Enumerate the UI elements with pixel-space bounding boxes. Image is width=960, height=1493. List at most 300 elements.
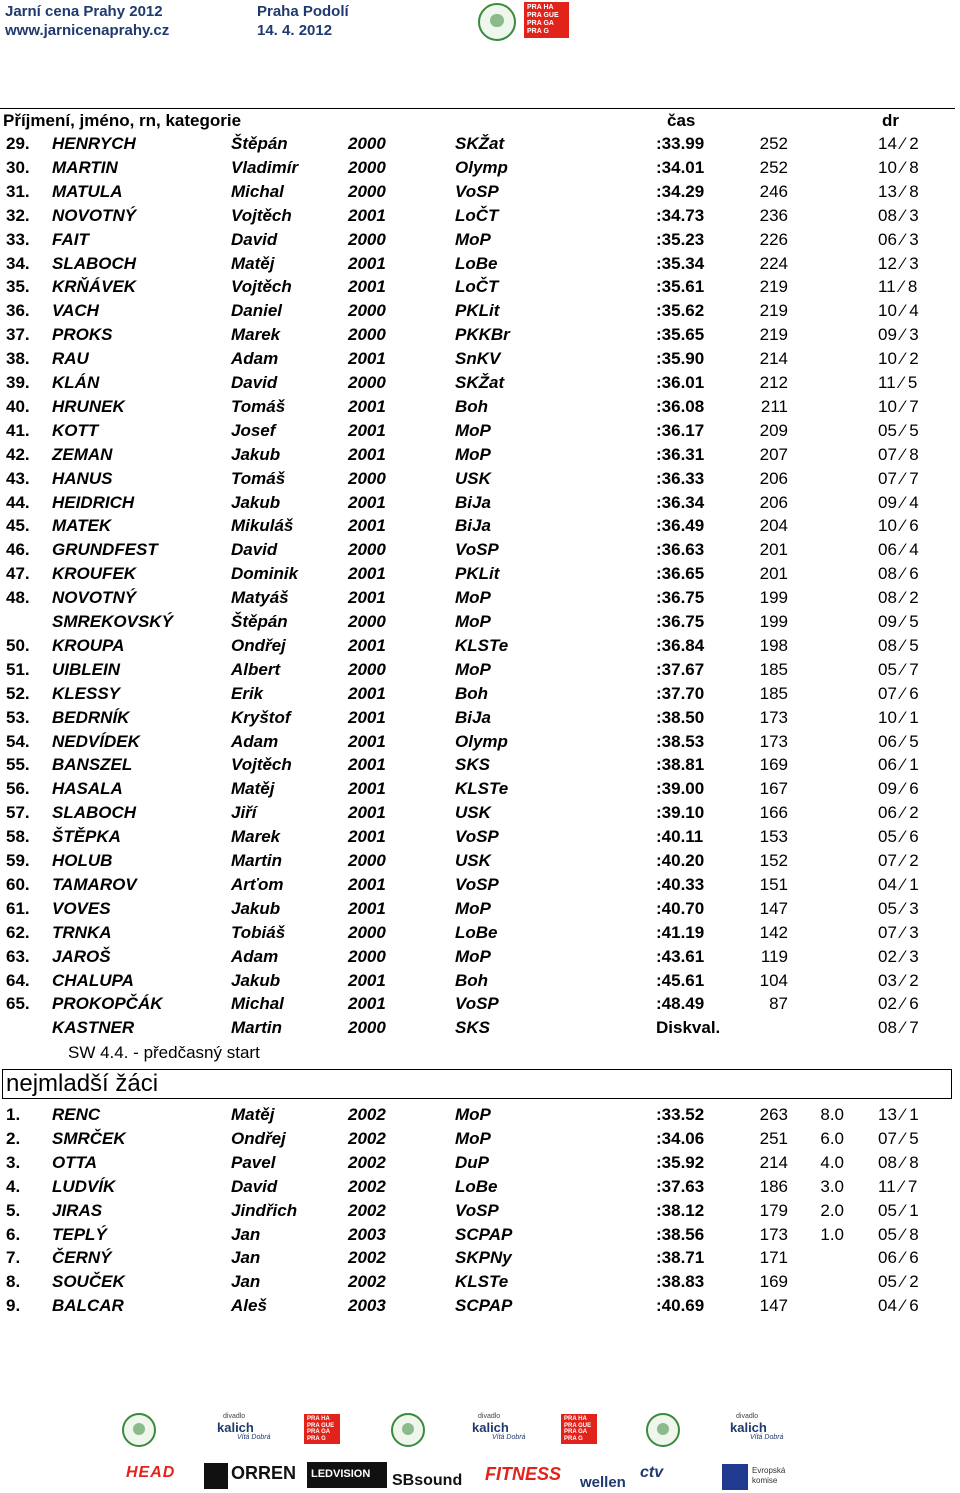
dr-cell: 10 ⁄ 8: [878, 157, 919, 177]
time-cell: :38.53: [656, 731, 705, 751]
surname-cell: SLABOCH: [52, 253, 137, 273]
surname-cell: JAROŠ: [52, 946, 111, 966]
dr-cell: 13 ⁄ 1: [878, 1105, 919, 1124]
club-cell: PKLit: [455, 301, 500, 321]
score-cell: 8.0: [820, 1105, 844, 1124]
dr-cell: 05 ⁄ 6: [878, 827, 919, 847]
points-cell: 186: [759, 1176, 788, 1196]
points-cell: 252: [759, 134, 788, 153]
col-dr: dr: [882, 111, 899, 130]
dr-cell: 06 ⁄ 5: [878, 731, 919, 751]
club-cell: VoSP: [455, 540, 499, 560]
points-cell: 212: [759, 373, 788, 392]
points-cell: 206: [759, 492, 788, 512]
first-name-cell: Vojtěch: [231, 755, 292, 775]
time-cell: :33.52: [656, 1105, 705, 1124]
rank-cell: 63.: [6, 946, 30, 966]
dr-cell: 13 ⁄ 8: [878, 181, 919, 201]
time-cell: :36.84: [656, 635, 705, 655]
time-cell: :38.56: [656, 1224, 705, 1244]
head-logo: HEAD: [126, 1464, 176, 1481]
surname-cell: KRŇÁVEK: [52, 277, 137, 297]
birth-year-cell: 2001: [348, 444, 386, 464]
surname-cell: FAIT: [52, 229, 89, 249]
points-cell: 246: [759, 181, 788, 201]
dr-cell: 05 ⁄ 5: [878, 420, 919, 440]
first-name-cell: Josef: [231, 420, 276, 440]
dr-cell: 05 ⁄ 7: [878, 659, 919, 679]
time-cell: :39.00: [656, 779, 705, 799]
table-row: [0, 826, 958, 850]
birth-year-cell: 2000: [348, 540, 386, 560]
points-cell: 119: [760, 946, 788, 966]
first-name-cell: David: [231, 540, 278, 560]
fitness-shop-logo: FITNESS: [485, 1464, 562, 1484]
points-cell: 151: [759, 874, 788, 894]
table-row: [0, 372, 958, 396]
time-cell: :40.69: [656, 1296, 705, 1316]
birth-year-cell: 2001: [348, 492, 386, 512]
time-cell: :38.83: [656, 1272, 705, 1292]
club-cell: LoBe: [455, 1176, 498, 1196]
club-cell: Olymp: [455, 157, 508, 177]
birth-year-cell: 2000: [348, 134, 386, 153]
birth-year-cell: 2001: [348, 755, 386, 775]
points-cell: 173: [759, 707, 788, 727]
praha-logo: PRA HA PRA GUE PRA GA PRA G: [561, 1414, 597, 1444]
surname-cell: HEIDRICH: [52, 492, 135, 512]
praha-logo: PRA HA PRA GUE PRA GA PRA G: [524, 2, 569, 38]
surname-cell: NEDVÍDEK: [52, 731, 140, 751]
time-cell: :35.34: [656, 253, 705, 273]
table-row: [0, 492, 958, 516]
club-cell: USK: [455, 851, 491, 870]
time-cell: :38.71: [656, 1248, 705, 1268]
dr-cell: 06 ⁄ 1: [878, 755, 919, 775]
dr-cell: 07 ⁄ 8: [878, 444, 919, 464]
first-name-cell: Jiří: [231, 803, 257, 823]
first-name-cell: Mikuláš: [231, 516, 294, 536]
first-name-cell: Erik: [231, 683, 264, 703]
dr-cell: 08 ⁄ 7: [878, 1018, 919, 1038]
points-cell: 199: [759, 588, 788, 608]
surname-cell: SLABOCH: [52, 803, 137, 823]
points-cell: 219: [759, 301, 788, 321]
table-row: [0, 396, 958, 420]
wellen-logo: wellen: [580, 1474, 626, 1491]
club-cell: SCPAP: [455, 1296, 513, 1316]
birth-year-cell: 2000: [348, 468, 386, 488]
rank-cell: 7.: [6, 1248, 21, 1268]
first-name-cell: David: [231, 1176, 278, 1196]
rank-cell: 46.: [6, 540, 30, 560]
first-name-cell: Arťom: [231, 874, 284, 894]
first-name-cell: Aleš: [231, 1296, 267, 1316]
rank-cell: 3.: [6, 1152, 21, 1172]
rank-cell: 50.: [6, 635, 30, 655]
dr-cell: 09 ⁄ 5: [878, 612, 919, 631]
points-cell: 206: [759, 468, 788, 488]
first-name-cell: Matěj: [231, 1105, 275, 1124]
first-name-cell: David: [231, 229, 278, 249]
first-name-cell: Albert: [231, 659, 281, 679]
dr-cell: 08 ⁄ 6: [878, 564, 919, 584]
rank-cell: 40.: [6, 396, 30, 416]
time-cell: :37.67: [656, 659, 705, 679]
points-cell: 252: [759, 157, 788, 177]
time-cell: :36.49: [656, 516, 705, 536]
first-name-cell: Jan: [231, 1224, 261, 1244]
time-cell: :34.73: [656, 205, 705, 225]
points-cell: 219: [759, 325, 788, 345]
col-time: čas: [667, 111, 696, 130]
birth-year-cell: 2002: [348, 1200, 386, 1220]
first-name-cell: Ondřej: [231, 635, 286, 655]
club-cell: MoP: [455, 420, 491, 440]
surname-cell: TRNKA: [52, 922, 112, 942]
time-cell: :40.33: [656, 874, 705, 894]
club-cell: SKS: [455, 755, 490, 775]
first-name-cell: Jakub: [231, 898, 281, 918]
surname-cell: HANUS: [52, 468, 113, 488]
points-cell: 263: [759, 1105, 788, 1124]
points-cell: 198: [759, 635, 788, 655]
points-cell: 199: [759, 612, 788, 631]
surname-cell: TAMAROV: [52, 874, 137, 894]
club-cell: LoBe: [455, 253, 498, 273]
swim-club-logo: [122, 1413, 156, 1447]
rank-cell: 47.: [6, 564, 30, 584]
score-cell: 1.0: [820, 1224, 844, 1244]
rank-cell: 62.: [6, 922, 30, 942]
surname-cell: BALCAR: [52, 1296, 124, 1316]
time-cell: :36.65: [656, 564, 705, 584]
time-cell: :35.90: [656, 349, 705, 369]
birth-year-cell: 2002: [348, 1152, 386, 1172]
first-name-cell: Kryštof: [231, 707, 291, 727]
table-row: [0, 324, 958, 348]
time-cell: :35.62: [656, 301, 705, 321]
dr-cell: 02 ⁄ 3: [878, 946, 919, 966]
dr-cell: 14 ⁄ 2: [878, 134, 919, 153]
surname-cell: KOTT: [52, 420, 99, 440]
birth-year-cell: 2001: [348, 253, 386, 273]
kalich-logo: divadlo kalich Vítá Dobrá: [472, 1413, 526, 1441]
kalich-logo: divadlo kalich Vítá Dobrá: [730, 1413, 784, 1441]
birth-year-cell: 2000: [348, 325, 386, 345]
club-cell: VoSP: [455, 1200, 499, 1220]
dr-cell: 05 ⁄ 2: [878, 1272, 919, 1292]
club-cell: USK: [455, 468, 491, 488]
club-cell: MoP: [455, 612, 491, 631]
time-cell: :40.70: [656, 898, 705, 918]
time-cell: :37.63: [656, 1176, 705, 1196]
eu-logo: Evropská komise: [722, 1464, 792, 1490]
club-cell: Boh: [455, 970, 489, 990]
birth-year-cell: 2001: [348, 683, 386, 703]
rank-cell: 54.: [6, 731, 30, 751]
table-row: [0, 300, 958, 324]
table-row: [0, 563, 958, 587]
time-cell: :38.50: [656, 707, 705, 727]
table-row: [0, 970, 958, 994]
first-name-cell: Matěj: [231, 779, 275, 799]
table-row: [0, 850, 958, 874]
surname-cell: PROKS: [52, 325, 113, 345]
points-cell: 236: [759, 205, 788, 225]
first-name-cell: Vojtěch: [231, 205, 292, 225]
table-row: [0, 1152, 958, 1176]
time-cell: :35.23: [656, 229, 705, 249]
points-cell: 153: [759, 827, 788, 847]
club-cell: VoSP: [455, 994, 499, 1014]
surname-cell: ŠTĚPKA: [52, 827, 121, 847]
club-cell: VoSP: [455, 181, 499, 201]
time-cell: :36.17: [656, 420, 705, 440]
score-cell: 3.0: [820, 1176, 844, 1196]
dr-cell: 10 ⁄ 7: [878, 396, 919, 416]
surname-cell: SMRČEK: [52, 1128, 126, 1148]
event-name: Jarní cena Prahy 2012: [5, 3, 163, 20]
time-cell: :48.49: [656, 994, 705, 1014]
dr-cell: 08 ⁄ 8: [878, 1152, 919, 1172]
club-cell: MoP: [455, 588, 491, 608]
time-cell: :38.12: [656, 1200, 705, 1220]
club-cell: MoP: [455, 659, 491, 679]
club-cell: SKPNy: [455, 1248, 512, 1268]
rank-cell: 32.: [6, 205, 30, 225]
table-row: [0, 444, 958, 468]
table-row: [0, 1128, 958, 1152]
birth-year-cell: 2000: [348, 922, 386, 942]
birth-year-cell: 2002: [348, 1272, 386, 1292]
points-cell: 173: [759, 731, 788, 751]
club-cell: LoČT: [455, 277, 499, 297]
rank-cell: 9.: [6, 1296, 21, 1316]
section-header: [2, 1069, 952, 1099]
dr-cell: 07 ⁄ 7: [878, 468, 919, 488]
dr-cell: 04 ⁄ 6: [878, 1296, 919, 1316]
table-row: [0, 754, 958, 778]
points-cell: 185: [759, 659, 788, 679]
rank-cell: 42.: [6, 444, 30, 464]
points-cell: 211: [760, 396, 788, 416]
first-name-cell: Štěpán: [231, 612, 288, 631]
birth-year-cell: 2001: [348, 588, 386, 608]
points-cell: 214: [759, 349, 788, 369]
time-cell: :36.34: [656, 492, 705, 512]
event-url[interactable]: www.jarnicenaprahy.cz: [5, 22, 170, 39]
dr-cell: 07 ⁄ 2: [878, 851, 919, 870]
time-cell: :40.20: [656, 851, 705, 870]
dr-cell: 05 ⁄ 3: [878, 898, 919, 918]
points-cell: 224: [759, 253, 788, 273]
surname-cell: MATEK: [52, 516, 112, 536]
dr-cell: 05 ⁄ 1: [878, 1200, 919, 1220]
dr-cell: 10 ⁄ 6: [878, 516, 919, 536]
table-row: [0, 133, 958, 157]
surname-cell: SMREKOVSKÝ: [52, 612, 173, 631]
points-cell: 204: [759, 516, 788, 536]
time-cell: :38.81: [656, 755, 705, 775]
birth-year-cell: 2003: [348, 1296, 386, 1316]
table-row: [0, 1247, 958, 1271]
table-row: [0, 420, 958, 444]
points-cell: 201: [759, 540, 788, 560]
time-cell: :40.11: [656, 827, 704, 847]
surname-cell: BANSZEL: [52, 755, 133, 775]
rank-cell: 43.: [6, 468, 30, 488]
surname-cell: KROUFEK: [52, 564, 137, 584]
score-cell: 2.0: [820, 1200, 844, 1220]
rank-cell: 31.: [6, 181, 30, 201]
points-cell: 169: [759, 755, 788, 775]
rank-cell: 39.: [6, 373, 30, 392]
dr-cell: 03 ⁄ 2: [878, 970, 919, 990]
ctv-logo: ctv: [640, 1464, 664, 1481]
time-cell: :43.61: [656, 946, 705, 966]
birth-year-cell: 2000: [348, 157, 386, 177]
birth-year-cell: 2001: [348, 970, 386, 990]
club-cell: LoČT: [455, 205, 499, 225]
rank-cell: 36.: [6, 301, 30, 321]
surname-cell: BEDRNÍK: [52, 707, 130, 727]
surname-cell: NOVOTNÝ: [52, 588, 137, 608]
dr-cell: 12 ⁄ 3: [878, 253, 919, 273]
first-name-cell: Martin: [231, 851, 282, 870]
club-cell: BiJa: [455, 516, 491, 536]
rank-cell: 52.: [6, 683, 30, 703]
table-row: [0, 229, 958, 253]
score-cell: 6.0: [820, 1128, 844, 1148]
dr-cell: 10 ⁄ 4: [878, 301, 919, 321]
birth-year-cell: 2001: [348, 516, 386, 536]
rank-cell: 44.: [6, 492, 30, 512]
dr-cell: 10 ⁄ 1: [878, 707, 919, 727]
time-cell: :39.10: [656, 803, 705, 823]
rank-cell: 30.: [6, 157, 30, 177]
birth-year-cell: 2001: [348, 898, 386, 918]
rank-cell: 29.: [6, 134, 30, 153]
rank-cell: 59.: [6, 851, 30, 870]
table-row: [0, 1295, 958, 1319]
surname-cell: MATULA: [52, 181, 123, 201]
first-name-cell: Marek: [231, 827, 281, 847]
table-row: [0, 587, 958, 611]
surname-cell: GRUNDFEST: [52, 540, 158, 560]
first-name-cell: Matyáš: [231, 588, 289, 608]
table-row: [0, 276, 958, 300]
points-cell: 167: [759, 779, 788, 799]
first-name-cell: Michal: [231, 181, 284, 201]
time-cell: :36.75: [656, 588, 705, 608]
club-cell: MoP: [455, 444, 491, 464]
club-cell: SKŽat: [455, 134, 505, 153]
first-name-cell: Vojtěch: [231, 277, 292, 297]
club-cell: SnKV: [455, 349, 501, 369]
dr-cell: 09 ⁄ 3: [878, 325, 919, 345]
kalich-logo: divadlo kalich Vítá Dobrá: [217, 1413, 271, 1441]
table-row: [0, 635, 958, 659]
first-name-cell: Jindřich: [231, 1200, 298, 1220]
dr-cell: 08 ⁄ 2: [878, 588, 919, 608]
table-row: [0, 874, 958, 898]
swim-club-logo: [646, 1413, 680, 1447]
club-cell: KLSTe: [455, 1272, 509, 1292]
dr-cell: 11 ⁄ 5: [878, 373, 918, 392]
first-name-cell: Jan: [231, 1248, 261, 1268]
dr-cell: 08 ⁄ 3: [878, 205, 919, 225]
club-cell: MoP: [455, 946, 491, 966]
club-cell: PKLit: [455, 564, 500, 584]
table-row: [0, 205, 958, 229]
birth-year-cell: 2001: [348, 803, 386, 823]
event-date: 14. 4. 2012: [257, 22, 333, 39]
orren-logo: ORREN: [204, 1461, 298, 1491]
rank-cell: 65.: [6, 994, 30, 1014]
points-cell: 166: [759, 803, 788, 823]
dr-cell: 10 ⁄ 2: [878, 349, 919, 369]
club-cell: LoBe: [455, 922, 498, 942]
club-cell: SCPAP: [455, 1224, 513, 1244]
disqualification-note: SW 4.4. - předčasný start: [68, 1043, 260, 1062]
surname-cell: KASTNER: [52, 1018, 135, 1038]
surname-cell: KLESSY: [52, 683, 121, 703]
first-name-cell: Adam: [231, 731, 279, 751]
points-cell: 185: [759, 683, 788, 703]
surname-cell: KLÁN: [52, 373, 100, 392]
points-cell: 147: [759, 898, 788, 918]
points-cell: 214: [759, 1152, 788, 1172]
table-row: [0, 181, 958, 205]
birth-year-cell: 2001: [348, 874, 386, 894]
club-cell: SKŽat: [455, 373, 505, 392]
birth-year-cell: 2001: [348, 396, 386, 416]
points-cell: 169: [759, 1272, 788, 1292]
table-row: [0, 802, 958, 826]
points-cell: 209: [759, 420, 788, 440]
surname-cell: HRUNEK: [52, 396, 125, 416]
dr-cell: 05 ⁄ 8: [878, 1224, 919, 1244]
points-cell: 207: [759, 444, 788, 464]
surname-cell: MARTIN: [52, 157, 118, 177]
first-name-cell: Tomáš: [231, 396, 286, 416]
birth-year-cell: 2001: [348, 779, 386, 799]
first-name-cell: Tobiáš: [231, 922, 286, 942]
rank-cell: 33.: [6, 229, 30, 249]
dr-cell: 07 ⁄ 3: [878, 922, 919, 942]
col-name: Příjmení, jméno, rn, kategorie: [3, 111, 242, 130]
points-cell: 87: [769, 994, 788, 1014]
dr-cell: 07 ⁄ 5: [878, 1128, 919, 1148]
birth-year-cell: 2001: [348, 707, 386, 727]
rank-cell: 2.: [6, 1128, 21, 1148]
first-name-cell: Adam: [231, 349, 279, 369]
birth-year-cell: 2000: [348, 659, 386, 679]
birth-year-cell: 2001: [348, 420, 386, 440]
first-name-cell: Ondřej: [231, 1128, 286, 1148]
surname-cell: PROKOPČÁK: [52, 994, 163, 1014]
points-cell: 142: [759, 922, 788, 942]
time-cell: :34.06: [656, 1128, 705, 1148]
points-cell: 219: [759, 277, 788, 297]
time-cell: :35.65: [656, 325, 705, 345]
surname-cell: SOUČEK: [52, 1272, 125, 1292]
first-name-cell: Martin: [231, 1018, 282, 1038]
table-row: [0, 778, 958, 802]
time-cell: :37.70: [656, 683, 705, 703]
table-row: [0, 515, 958, 539]
